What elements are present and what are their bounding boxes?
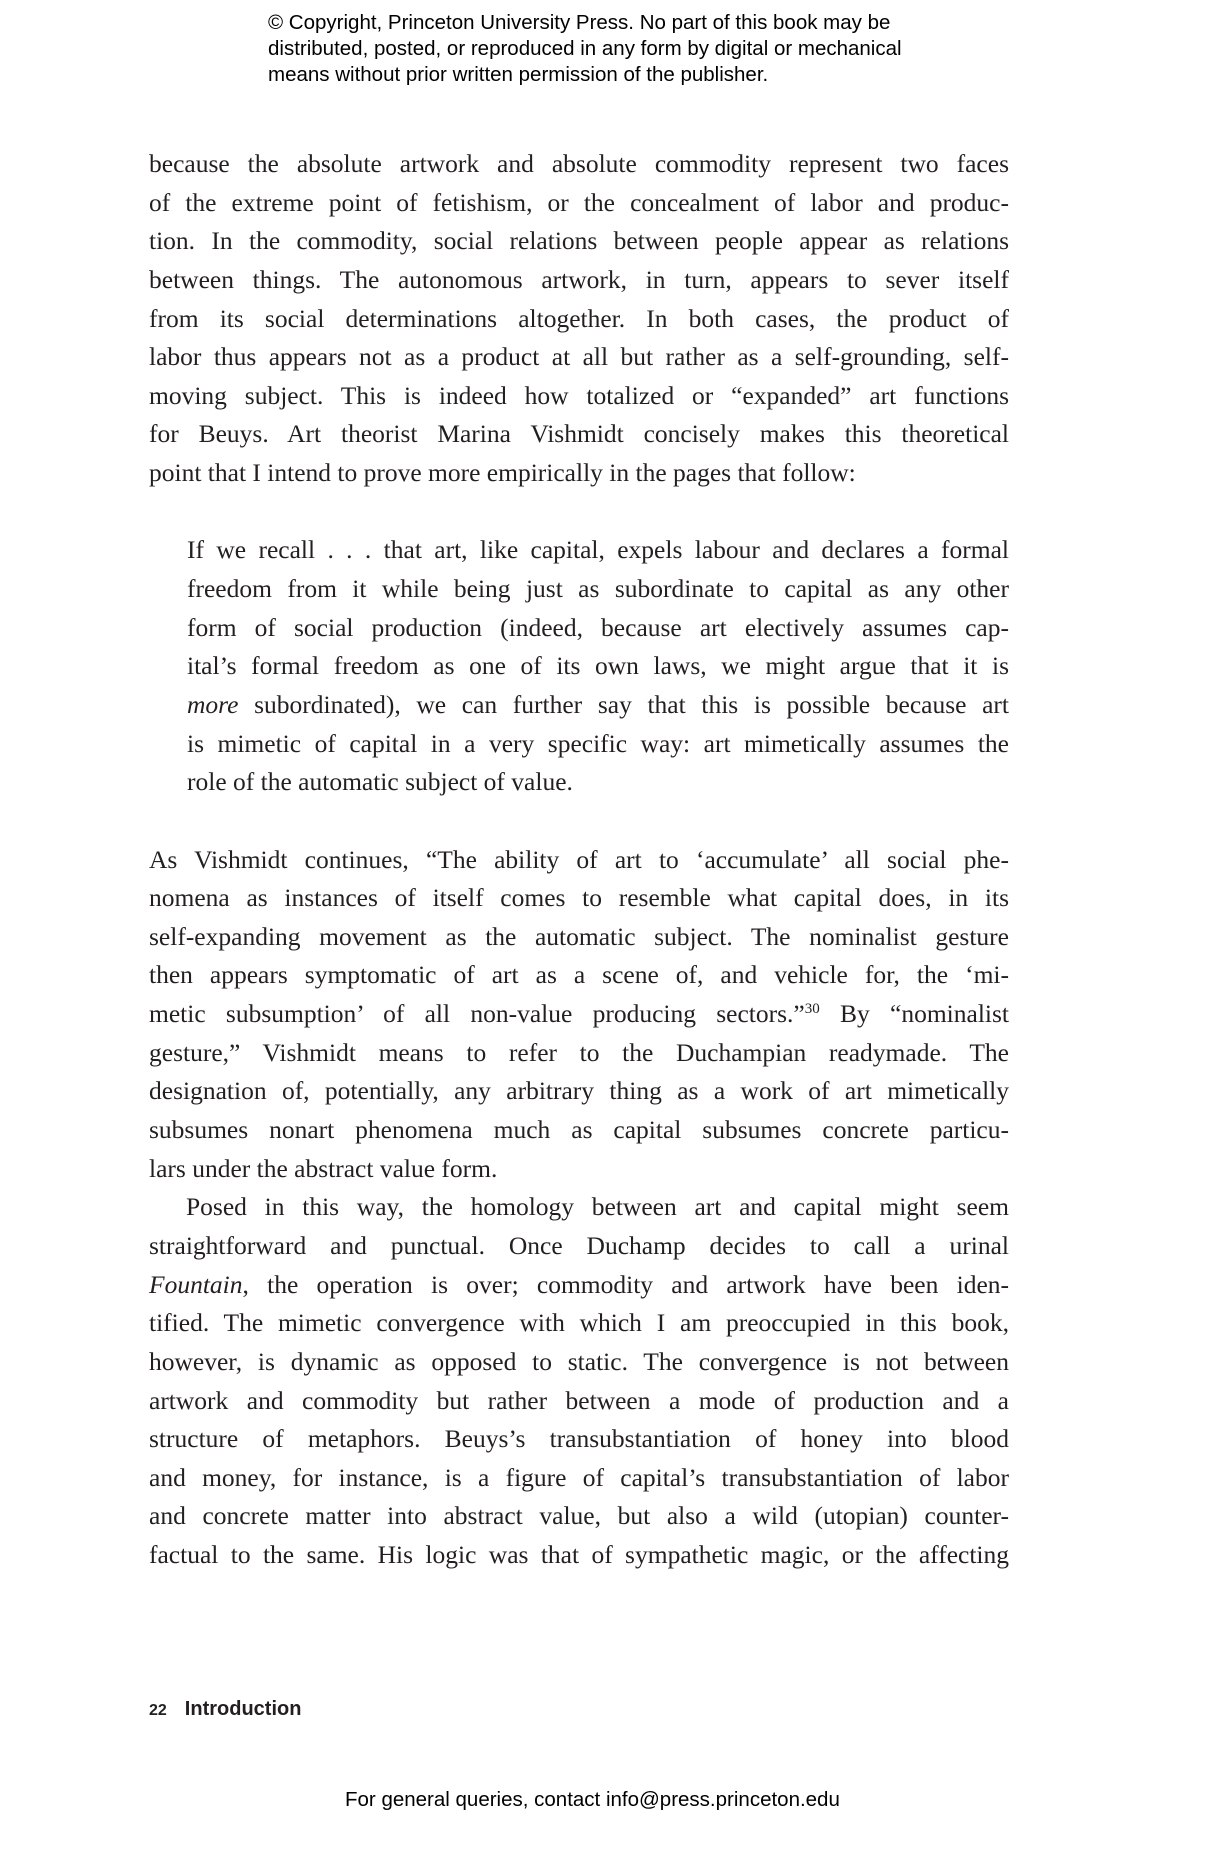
text-line — [149, 145, 1009, 184]
text-run: labor thus appears not as a product at all but rather as a self-grounding, self- — [149, 342, 1009, 372]
page-number: 22 — [149, 1702, 167, 1719]
text-line — [149, 1420, 1009, 1459]
paragraph — [149, 841, 1009, 1189]
text-line — [149, 222, 1009, 261]
text-run: artwork and commodity but rather between a mode of production and a — [149, 1385, 1009, 1415]
text-run: for Beuys. Art theorist Marina Vishmidt concisely makes this theoretical — [149, 419, 1009, 449]
text-run: ital’s formal freedom as one of its own laws, we might argue that it is — [187, 651, 1009, 681]
text-run: is mimetic of capital in a very specific way: art mimetically assumes the — [187, 728, 1009, 758]
text-line — [149, 956, 1009, 995]
text-line — [149, 338, 1009, 377]
copyright-line: © Copyright, Princeton University Press. No part of this book may be — [268, 11, 891, 34]
text-line — [149, 1266, 1009, 1305]
text-line — [149, 1459, 1009, 1498]
text-line — [187, 686, 1009, 725]
text-run: from its social determinations altogether. In both cases, the product of — [149, 303, 1009, 333]
text-line — [149, 184, 1009, 223]
text-line — [187, 647, 1009, 686]
text-run: If we recall . . . that art, like capital, expels labour and declares a formal — [187, 535, 1009, 565]
text-line — [149, 1034, 1009, 1073]
text-line — [149, 1536, 1009, 1575]
paragraph — [149, 145, 1009, 493]
text-run: because the absolute artwork and absolute commodity represent two faces — [149, 149, 1009, 178]
text-run: moving subject. This is indeed how totalized or “expanded” art functions — [149, 380, 1009, 410]
text-line — [149, 879, 1009, 918]
block-quote — [149, 531, 1009, 801]
copyright-line: distributed, posted, or reproduced in any form by digital or mechanical — [268, 37, 902, 60]
text-line — [149, 454, 1009, 493]
text-run: structure of metaphors. Beuys’s transubstantiation of honey into blood — [149, 1424, 1009, 1454]
text-run: gesture,” Vishmidt means to refer to the Duchampian readymade. The — [149, 1037, 1009, 1067]
italic-text: more — [187, 689, 239, 719]
text-line — [187, 570, 1009, 609]
text-line — [149, 1343, 1009, 1382]
text-line — [149, 1382, 1009, 1421]
body-text — [149, 145, 1009, 1575]
text-line — [149, 1497, 1009, 1536]
text-line — [149, 300, 1009, 339]
running-footer — [149, 1698, 301, 1721]
text-run: tion. In the commodity, social relations between people appear as relations — [149, 226, 1009, 256]
text-line — [149, 841, 1009, 880]
text-line — [187, 609, 1009, 648]
paragraph-gap — [149, 802, 1009, 841]
text-run: between things. The autonomous artwork, in turn, appears to sever itself — [149, 264, 1009, 294]
text-run: lars under the abstract value form. — [149, 1153, 498, 1183]
text-run: and concrete matter into abstract value, but also a wild (utopian) counter- — [149, 1501, 1009, 1531]
copyright-notice — [268, 10, 902, 88]
text-run: subordinated), we can further say that this is possible because art — [238, 689, 1009, 719]
text-run: and money, for instance, is a figure of capital’s transubstantiation of labor — [149, 1462, 1009, 1492]
paragraph-gap — [149, 493, 1009, 532]
text-line — [149, 995, 1009, 1034]
text-line — [149, 261, 1009, 300]
copyright-line: means without prior written permission of the publisher. — [268, 63, 769, 86]
text-run: metic subsumption’ of all non-value producing sectors.” — [149, 999, 805, 1029]
text-line — [149, 1150, 1009, 1189]
paragraph — [149, 1188, 1009, 1574]
text-run: self-expanding movement as the automatic subject. The nominalist gesture — [149, 921, 1009, 951]
text-run: point that I intend to prove more empirically in the pages that follow: — [149, 458, 856, 488]
text-run: of the extreme point of fetishism, or the concealment of labor and produc- — [149, 187, 1009, 217]
italic-text: Fountain — [149, 1269, 243, 1299]
text-line — [149, 1304, 1009, 1343]
text-run: designation of, potentially, any arbitrary thing as a work of art mimetically — [149, 1076, 1009, 1106]
text-line — [149, 918, 1009, 957]
footnote-reference: 30 — [804, 1001, 820, 1018]
text-run: form of social production (indeed, because art electively assumes cap- — [187, 612, 1009, 642]
text-run: tified. The mimetic convergence with which I am preoccupied in this book, — [149, 1308, 1009, 1338]
text-run: however, is dynamic as opposed to static. The convergence is not between — [149, 1346, 1009, 1376]
text-line — [187, 725, 1009, 764]
text-run: As Vishmidt continues, “The ability of art to ‘accumulate’ all social phe- — [149, 844, 1009, 874]
text-run: By “nominalist — [819, 999, 1009, 1029]
text-run: straightforward and punctual. Once Duchamp decides to call a urinal — [149, 1230, 1009, 1260]
contact-footer: For general queries, contact info@press.princeton.edu — [345, 1788, 840, 1811]
text-run: role of the automatic subject of value. — [187, 767, 573, 797]
text-line — [149, 1188, 1009, 1227]
text-line — [187, 763, 1009, 802]
section-title: Introduction — [184, 1698, 302, 1720]
text-line — [149, 1072, 1009, 1111]
text-run: Posed in this way, the homology between art and capital might seem — [186, 1192, 1009, 1222]
text-run: then appears symptomatic of art as a scene of, and vehicle for, the ‘mi- — [149, 960, 1009, 990]
text-line — [149, 1111, 1009, 1150]
text-line — [149, 1227, 1009, 1266]
text-run: factual to the same. His logic was that of sympathetic magic, or the affecting — [149, 1540, 1009, 1570]
text-run: nomena as instances of itself comes to resemble what capital does, in its — [149, 883, 1009, 913]
text-line — [149, 415, 1009, 454]
text-run: subsumes nonart phenomena much as capital subsumes concrete particu- — [149, 1115, 1009, 1145]
text-line — [149, 377, 1009, 416]
text-run: , the operation is over; commodity and artwork have been iden- — [242, 1269, 1009, 1299]
text-run: freedom from it while being just as subordinate to capital as any other — [187, 574, 1009, 604]
text-line — [187, 531, 1009, 570]
